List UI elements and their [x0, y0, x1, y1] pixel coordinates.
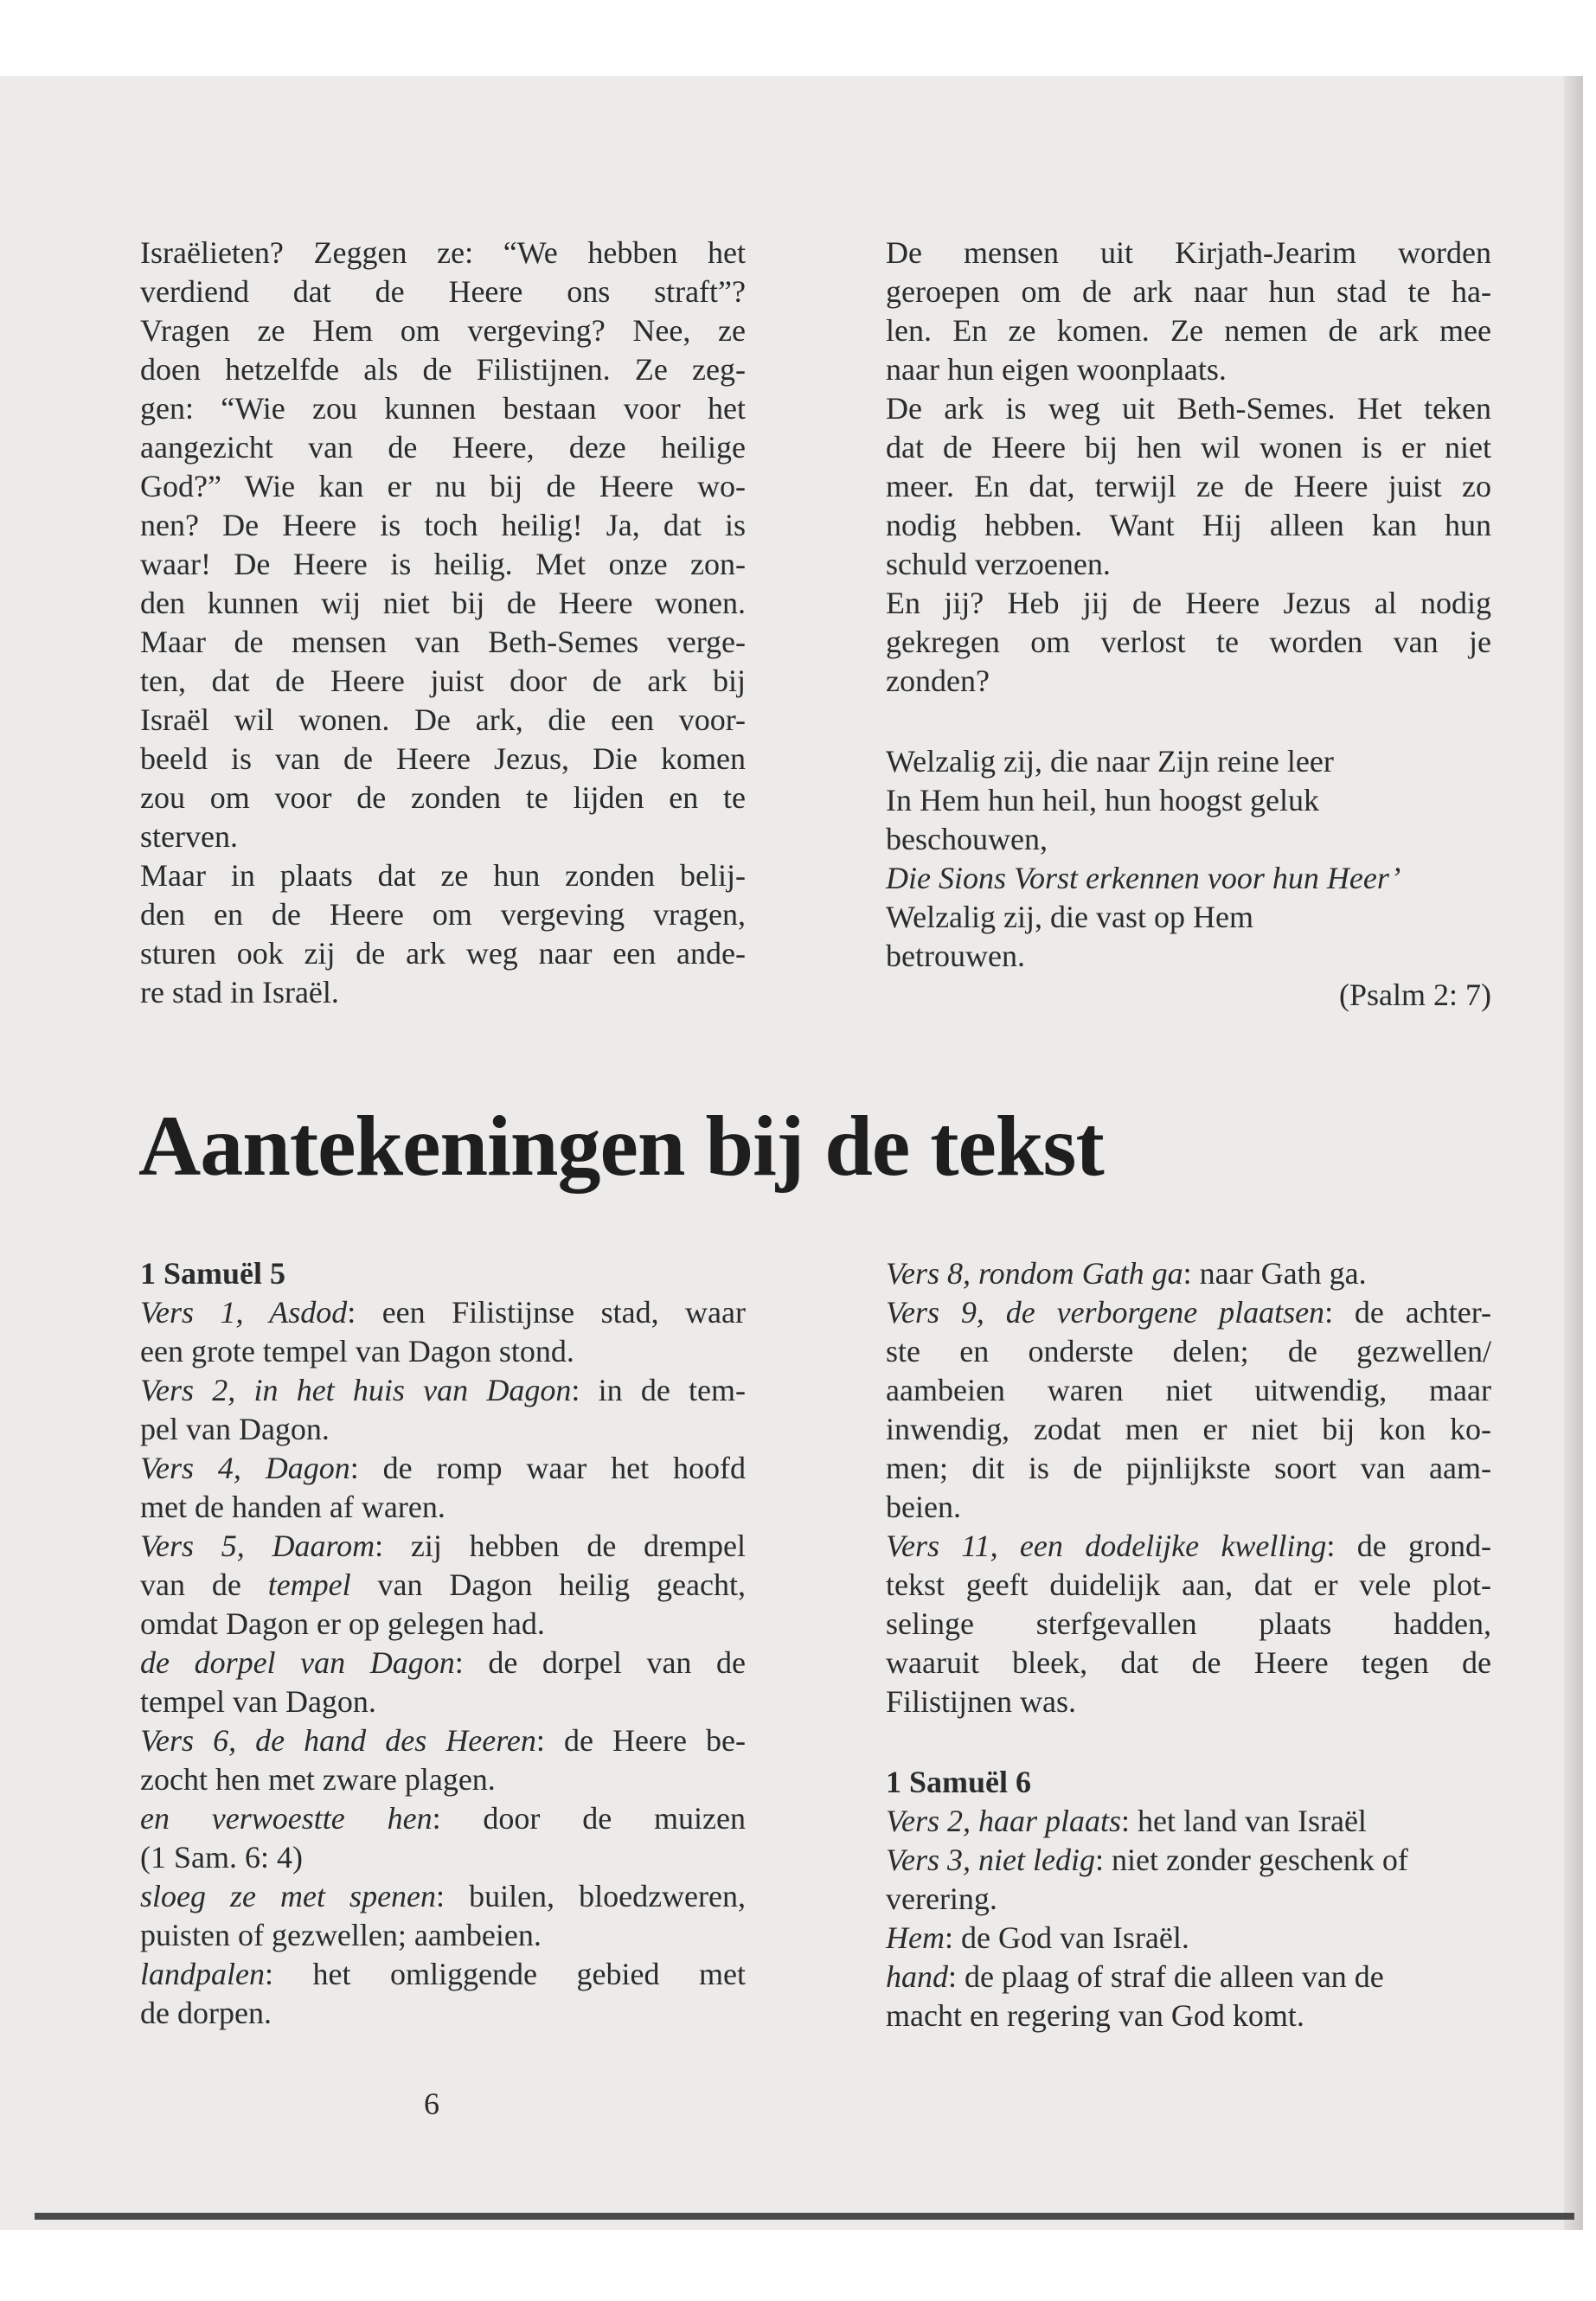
notes-section-title: 1 Samuël 5 [140, 1256, 286, 1291]
note-text: verering. [886, 1881, 997, 1916]
text-line: sterven. [140, 819, 238, 854]
text-line: gekregen om verlost te worden van je [886, 625, 1491, 659]
note-line [140, 1760, 746, 1799]
note-line [886, 1919, 1491, 1958]
text-line: En jij? Heb jij de Heere Jezus al nodig [886, 586, 1491, 620]
text-line: Vragen ze Hem om vergeving? Nee, ze [140, 313, 746, 348]
note-line [886, 1958, 1491, 1997]
psalm-line: Die Sions Vorst erkennen voor hun Heer’ [886, 861, 1401, 895]
note-term: Vers 2, in het huis van Dagon [140, 1373, 572, 1407]
note-text: : de grond- [1326, 1529, 1491, 1563]
text-line: De mensen uit Kirjath-Jearim worden [886, 235, 1491, 270]
text-line: waar! De Heere is heilig. Met onze zon- [140, 547, 746, 581]
note-line [140, 1799, 746, 1838]
note-term: en verwoestte hen [140, 1801, 433, 1836]
note-text: tempel van Dagon. [140, 1684, 376, 1719]
note-line [886, 1802, 1491, 1841]
text-line: De ark is weg uit Beth-Semes. Het teken [886, 391, 1491, 426]
note-line [140, 1682, 746, 1721]
note-text: omdat Dagon er op gelegen had. [140, 1606, 545, 1641]
top-left-column [140, 234, 746, 1012]
psalm-line: beschouwen, [886, 822, 1048, 856]
note-text: inwendig, zodat men er niet bij kon ko- [886, 1412, 1491, 1446]
note-line [140, 1838, 746, 1877]
page-edge-shadow [1564, 76, 1583, 2230]
note-text: de dorpen. [140, 1996, 272, 2030]
text-line: beeld is van de Heere Jezus, Die komen [140, 741, 746, 776]
note-term: Vers 5, Daarom [140, 1529, 375, 1563]
section-heading: Aantekeningen bij de tekst [138, 1098, 1104, 1194]
note-line [886, 1449, 1491, 1488]
text-line: God?” Wie kan er nu bij de Heere wo- [140, 469, 746, 503]
page-number: 6 [424, 2086, 439, 2121]
note-text: puisten of gezwellen; aambeien. [140, 1918, 542, 1952]
note-text: : de plaag of straf die alleen van de [948, 1959, 1384, 1994]
spacer [886, 701, 1491, 742]
note-line [140, 1721, 746, 1760]
text-line: ten, dat de Heere juist door de ark bij [140, 663, 746, 698]
note-term: hand [886, 1959, 948, 1994]
text-line: zou om voor de zonden te lijden en te [140, 780, 746, 815]
note-text: (1 Sam. 6: 4) [140, 1840, 303, 1875]
text-line: zonden? [886, 663, 990, 698]
bottom-edge-band [35, 2213, 1574, 2220]
note-text: selinge sterfgevallen plaats hadden, [886, 1606, 1491, 1641]
note-text: : de achter- [1324, 1295, 1491, 1330]
note-line [886, 1644, 1491, 1682]
note-text: ste en onderste delen; de gezwellen/ [886, 1334, 1491, 1368]
text-line: Israëlieten? Zeggen ze: “We hebben het [140, 235, 746, 270]
note-term: Vers 4, Dagon [140, 1451, 350, 1485]
psalm-line: In Hem hun heil, hun hoogst geluk [886, 783, 1319, 817]
text-line: geroepen om de ark naar hun stad te ha- [886, 274, 1491, 309]
text-line: nen? De Heere is toch heilig! Ja, dat is [140, 508, 746, 542]
note-text: pel van Dagon. [140, 1412, 330, 1446]
text-line: naar hun eigen woonplaats. [886, 352, 1227, 387]
note-text: : naar Gath ga. [1183, 1256, 1367, 1291]
note-text: Filistijnen was. [886, 1684, 1077, 1719]
note-text: : de dorpel van de [454, 1645, 747, 1680]
note-term: landpalen [140, 1957, 265, 1991]
note-line [140, 1566, 746, 1605]
note-term: de dorpel van Dagon [140, 1645, 455, 1680]
note-line [140, 1488, 746, 1527]
psalm-reference: (Psalm 2: 7) [1339, 977, 1491, 1012]
text-line: schuld verzoenen. [886, 547, 1111, 581]
note-text: van de [140, 1567, 268, 1602]
note-text: van Dagon heilig geacht, [350, 1567, 746, 1602]
text-line: Maar in plaats dat ze hun zonden belij- [140, 858, 746, 893]
text-line: den kunnen wij niet bij de Heere wonen. [140, 586, 746, 620]
note-line [886, 1566, 1491, 1605]
text-line: nodig hebben. Want Hij alleen kan hun [886, 508, 1491, 542]
note-term: Vers 1, Asdod [140, 1295, 348, 1330]
note-term: Vers 9, de verborgene plaatsen [886, 1295, 1325, 1330]
note-line [140, 1449, 746, 1488]
top-right-column [886, 234, 1491, 1015]
spacer [886, 1721, 1491, 1763]
text-line: aangezicht van de Heere, deze heilige [140, 430, 746, 465]
note-line [140, 1410, 746, 1449]
note-text: : de Heere be- [535, 1723, 746, 1758]
text-line: gen: “Wie zou kunnen bestaan voor het [140, 391, 746, 426]
psalm-line: Welzalig zij, die vast op Hem [886, 900, 1253, 934]
note-line [140, 1293, 746, 1332]
note-term: Vers 8, rondom Gath ga [886, 1256, 1183, 1291]
notes-left-column [140, 1254, 746, 2033]
note-line [886, 1254, 1491, 1293]
psalm-line: Welzalig zij, die naar Zijn reine leer [886, 744, 1334, 779]
note-line [886, 1682, 1491, 1721]
note-line [886, 1841, 1491, 1880]
note-text: : door de muizen [432, 1801, 747, 1836]
note-line [886, 1605, 1491, 1644]
note-text: zocht hen met zware plagen. [140, 1762, 496, 1797]
note-term: Vers 3, niet ledig [886, 1843, 1095, 1877]
note-line [140, 1877, 746, 1916]
note-text: : niet zonder geschenk of [1094, 1843, 1408, 1877]
note-text: met de handen af waren. [140, 1490, 445, 1524]
note-text: : builen, bloedzweren, [436, 1879, 746, 1913]
note-text: : de God van Israël. [944, 1920, 1189, 1955]
note-line [886, 1880, 1491, 1919]
note-term: Vers 6, de hand des Heeren [140, 1723, 536, 1758]
text-line: len. En ze komen. Ze nemen de ark mee [886, 313, 1491, 348]
note-line [140, 1644, 746, 1682]
note-term: Vers 2, haar plaats [886, 1804, 1122, 1838]
note-term: Vers 11, een dodelijke kwelling [886, 1529, 1327, 1563]
note-text: aambeien waren niet uitwendig, maar [886, 1373, 1491, 1407]
note-line [886, 1293, 1491, 1332]
note-line [886, 1488, 1491, 1527]
note-term: Hem [886, 1920, 945, 1955]
text-line: doen hetzelfde als de Filistijnen. Ze zeg- [140, 352, 746, 387]
psalm-line: betrouwen. [886, 939, 1025, 973]
text-line: Israël wil wonen. De ark, die een voor- [140, 702, 746, 737]
note-term: tempel [267, 1567, 351, 1602]
note-text: macht en regering van God komt. [886, 1998, 1304, 2033]
note-line [140, 1994, 746, 2033]
text-line: meer. En dat, terwijl ze de Heere juist zo [886, 469, 1491, 503]
note-line [140, 1955, 746, 1994]
note-text: waaruit bleek, dat de Heere tegen de [886, 1645, 1491, 1680]
note-line [140, 1916, 746, 1955]
note-text: : de romp waar het hoofd [349, 1451, 746, 1485]
note-line [886, 1371, 1491, 1410]
note-line [886, 1332, 1491, 1371]
note-text: : zij hebben de drempel [375, 1529, 746, 1563]
text-line: re stad in Israël. [140, 975, 339, 1009]
note-text: men; dit is de pijnlijkste soort van aam- [886, 1451, 1491, 1485]
note-text: beien. [886, 1490, 961, 1524]
text-line: verdiend dat de Heere ons straft”? [140, 274, 746, 309]
note-text: : in de tem- [571, 1373, 747, 1407]
note-line [140, 1332, 746, 1371]
note-term: sloeg ze met spenen [140, 1879, 437, 1913]
note-line [886, 1410, 1491, 1449]
note-line [140, 1605, 746, 1644]
text-line: dat de Heere bij hen wil wonen is er niet [886, 430, 1491, 465]
note-line [886, 1997, 1491, 2035]
note-line [886, 1527, 1491, 1566]
note-text: : een Filistijnse stad, waar [347, 1295, 746, 1330]
notes-right-column [886, 1254, 1491, 2035]
note-text: een grote tempel van Dagon stond. [140, 1334, 574, 1368]
text-line: Maar de mensen van Beth-Semes verge- [140, 625, 746, 659]
note-text: : het omliggende gebied met [264, 1957, 746, 1991]
text-line: sturen ook zij de ark weg naar een ande- [140, 936, 746, 971]
note-line [140, 1371, 746, 1410]
note-text: : het land van Israël [1121, 1804, 1367, 1838]
note-line [140, 1527, 746, 1566]
text-line: den en de Heere om vergeving vragen, [140, 897, 746, 932]
note-text: tekst geeft duidelijk aan, dat er vele plot- [886, 1567, 1491, 1602]
notes-section-title: 1 Samuël 6 [886, 1765, 1032, 1799]
